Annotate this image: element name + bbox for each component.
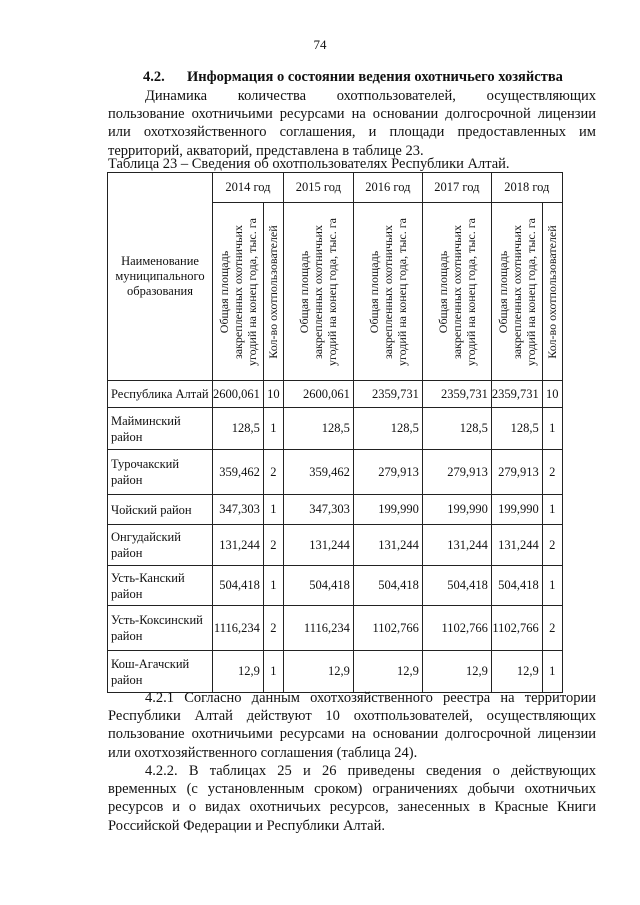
row-name-cell: Кош-Агачский район (108, 651, 213, 693)
area-cell: 279,913 (491, 450, 542, 495)
table-caption: Таблица 23 – Сведения об охотпользователях Республики Алтай. (108, 156, 510, 172)
intro-line: территорий, акваторий, представлена в таблице 23. (108, 142, 424, 159)
count-cell: 2 (542, 525, 562, 566)
area-cell: 2600,061 (213, 381, 264, 408)
count-cell: 1 (542, 495, 562, 525)
count-cell: 2 (542, 450, 562, 495)
para-line: Республики Алтай действуют 10 охотпользователей, осуществляющих (108, 708, 596, 725)
area-cell: 199,990 (422, 495, 491, 525)
year-header: 2018 год (491, 173, 562, 203)
area-cell: 12,9 (213, 651, 264, 693)
area-header: Общая площадь закрепленных охотничьих угодий на конец года, тыс. га (491, 203, 542, 381)
area-header: Общая площадь закрепленных охотничьих угодий на конец года, тыс. га (283, 203, 353, 381)
area-cell: 2359,731 (353, 381, 422, 408)
area-cell: 12,9 (491, 651, 542, 693)
para-line: пользование охотничьими ресурсами на основании долгосрочной лицензии (108, 726, 596, 743)
table-row (108, 408, 563, 450)
count-cell: 10 (542, 381, 562, 408)
section-title: Информация о состоянии ведения охотничьего хозяйства (187, 69, 563, 85)
area-header: Общая площадь закрепленных охотничьих угодий на конец года, тыс. га (213, 203, 264, 381)
area-cell: 199,990 (353, 495, 422, 525)
area-cell: 279,913 (353, 450, 422, 495)
area-cell: 1102,766 (491, 606, 542, 651)
count-cell: 1 (263, 408, 283, 450)
area-cell: 2359,731 (491, 381, 542, 408)
para-line: Российской Федерации и Республики Алтай. (108, 817, 385, 834)
count-cell: 2 (263, 450, 283, 495)
table-row (108, 381, 563, 408)
area-cell: 128,5 (491, 408, 542, 450)
area-cell: 1116,234 (213, 606, 264, 651)
para-line: 4.2.2. В таблицах 25 и 26 приведены сведения о действующих (145, 763, 596, 779)
year-header: 2014 год (213, 173, 284, 203)
area-header: Общая площадь закрепленных охотничьих угодий на конец года, тыс. га (422, 203, 491, 381)
table-row (108, 495, 563, 525)
page-number: 74 (313, 37, 327, 52)
area-cell: 504,418 (491, 566, 542, 606)
area-cell: 128,5 (422, 408, 491, 450)
area-cell: 128,5 (353, 408, 422, 450)
table-row (108, 450, 563, 495)
area-cell: 128,5 (283, 408, 353, 450)
area-cell: 131,244 (491, 525, 542, 566)
area-cell: 12,9 (353, 651, 422, 693)
para-line: 4.2.1 Согласно данным охотхозяйственного реестра на территории (145, 690, 596, 706)
section-heading (143, 69, 563, 86)
year-header: 2015 год (283, 173, 353, 203)
paragraph-4-2-1 (108, 689, 596, 762)
area-cell: 131,244 (213, 525, 264, 566)
area-cell: 279,913 (422, 450, 491, 495)
area-cell: 2600,061 (283, 381, 353, 408)
area-cell: 347,303 (283, 495, 353, 525)
count-cell: 1 (263, 651, 283, 693)
row-name-cell: Усть-Канский район (108, 566, 213, 606)
row-name-cell: Республика Алтай (108, 381, 213, 408)
area-cell: 359,462 (283, 450, 353, 495)
area-cell: 131,244 (353, 525, 422, 566)
intro-line: или охотхозяйственного соглашения, и площади предоставленных им (108, 124, 596, 141)
count-cell: 2 (542, 606, 562, 651)
para-line: или охотхозяйственного соглашения (таблица 24). (108, 744, 418, 761)
table-row (108, 651, 563, 693)
table-row (108, 606, 563, 651)
row-name-cell: Турочакский район (108, 450, 213, 495)
area-cell: 359,462 (213, 450, 264, 495)
row-name-cell: Майминский район (108, 408, 213, 450)
area-cell: 12,9 (283, 651, 353, 693)
count-cell: 1 (263, 566, 283, 606)
count-cell: 1 (263, 495, 283, 525)
count-cell: 1 (542, 408, 562, 450)
intro-line: Динамика количества охотпользователей, осуществляющих (145, 88, 596, 104)
area-cell: 504,418 (422, 566, 491, 606)
hunters-table (107, 172, 563, 693)
section-number: 4.2. (143, 69, 165, 85)
area-cell: 504,418 (353, 566, 422, 606)
count-cell: 2 (263, 525, 283, 566)
para-line: временных (с установленным сроком) ограничениях добычи охотничьих (108, 781, 596, 798)
area-cell: 128,5 (213, 408, 264, 450)
intro-line: пользование охотничьими ресурсами на основании долгосрочной лицензии (108, 106, 596, 123)
table-row (108, 566, 563, 606)
area-cell: 12,9 (422, 651, 491, 693)
year-header: 2016 год (353, 173, 422, 203)
area-cell: 2359,731 (422, 381, 491, 408)
area-cell: 131,244 (283, 525, 353, 566)
area-cell: 504,418 (283, 566, 353, 606)
intro-paragraph (108, 87, 596, 160)
table-row (108, 525, 563, 566)
area-cell: 199,990 (491, 495, 542, 525)
area-cell: 504,418 (213, 566, 264, 606)
row-name-cell: Чойский район (108, 495, 213, 525)
count-cell: 2 (263, 606, 283, 651)
area-cell: 347,303 (213, 495, 264, 525)
count-cell: 1 (542, 651, 562, 693)
paragraph-4-2-2 (108, 762, 596, 835)
para-line: ресурсов и о видах охотничьих ресурсов, занесенных в Красные Книги (108, 799, 596, 816)
count-header: Кол-во охотпользователей (263, 203, 283, 381)
year-header: 2017 год (422, 173, 491, 203)
municipality-header: Наименование муниципального образования (108, 173, 213, 381)
area-cell: 1102,766 (422, 606, 491, 651)
count-header: Кол-во охотпользователей (542, 203, 562, 381)
area-header: Общая площадь закрепленных охотничьих угодий на конец года, тыс. га (353, 203, 422, 381)
count-cell: 10 (263, 381, 283, 408)
row-name-cell: Усть-Коксинский район (108, 606, 213, 651)
area-cell: 1102,766 (353, 606, 422, 651)
row-name-cell: Онгудайский район (108, 525, 213, 566)
area-cell: 1116,234 (283, 606, 353, 651)
area-cell: 131,244 (422, 525, 491, 566)
count-cell: 1 (542, 566, 562, 606)
